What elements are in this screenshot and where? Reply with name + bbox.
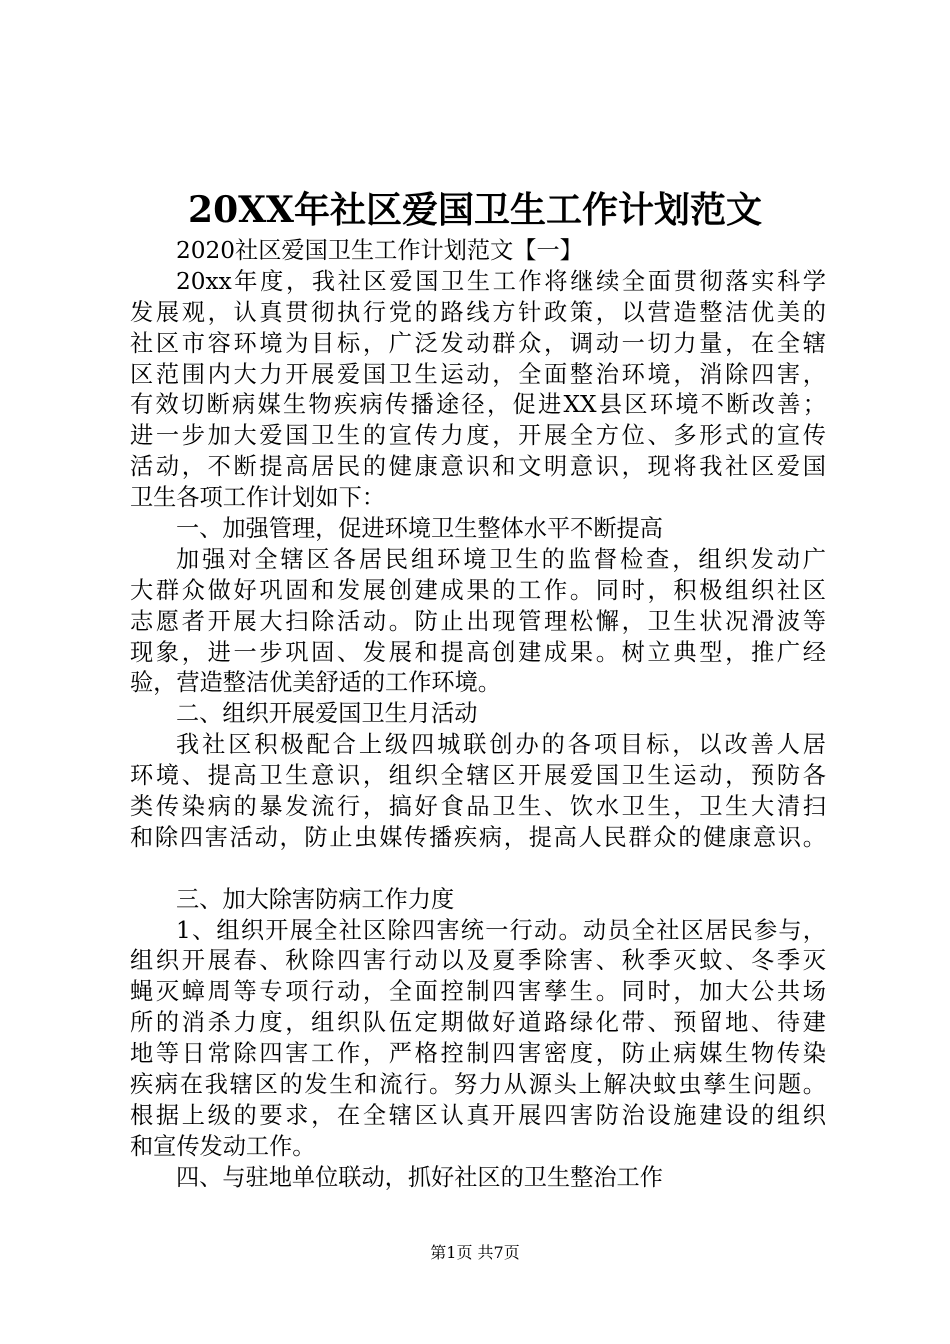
text-line: 环境、提高卫生意识，组织全辖区开展爱国卫生运动，预防各 xyxy=(130,762,826,790)
text-line: 社区市容环境为目标，广泛发动群众，调动一切力量，在全辖 xyxy=(130,329,826,357)
text-line: 所的消杀力度，组织队伍定期做好道路绿化带、预留地、待建 xyxy=(130,1009,826,1037)
document-title: 20XX年社区爱国卫生工作计划范文 xyxy=(188,189,762,231)
text-line: 现象，进一步巩固、发展和提高创建成果。树立典型，推广经 xyxy=(130,638,826,666)
section-heading: 三、加大除害防病工作力度 xyxy=(176,885,455,913)
section-heading: 四、与驻地单位联动，抓好社区的卫生整治工作 xyxy=(176,1163,663,1191)
text-line: 卫生各项工作计划如下： xyxy=(130,484,386,512)
text-line: 地等日常除四害工作，严格控制四害密度，防止病媒生物传染 xyxy=(130,1040,826,1068)
text-line: 20xx年度，我社区爱国卫生工作将继续全面贯彻落实科学 xyxy=(176,267,826,295)
text-line: 发展观，认真贯彻执行党的路线方针政策，以营造整洁优美的 xyxy=(130,298,826,326)
section-heading: 二、组织开展爱国卫生月活动 xyxy=(176,700,478,728)
text-line: 根据上级的要求，在全辖区认真开展四害防治设施建设的组织 xyxy=(130,1101,826,1129)
text-line: 验，营造整洁优美舒适的工作环境。 xyxy=(130,669,501,697)
text-line: 组织开展春、秋除四害行动以及夏季除害、秋季灭蚊、冬季灭 xyxy=(130,947,826,975)
text-line: 2020社区爱国卫生工作计划范文【一】 xyxy=(176,237,583,264)
text-line: 进一步加大爱国卫生的宣传力度，开展全方位、多形式的宣传 xyxy=(130,422,826,450)
blank-line xyxy=(130,854,826,885)
section-heading: 一、加强管理，促进环境卫生整体水平不断提高 xyxy=(176,515,663,543)
text-line: 区范围内大力开展爱国卫生运动，全面整治环境，消除四害， xyxy=(130,360,826,388)
text-line: 加强对全辖区各居民组环境卫生的监督检查，组织发动广 xyxy=(176,545,826,573)
text-line: 活动，不断提高居民的健康意识和文明意识，现将我社区爱国 xyxy=(130,453,826,481)
text-line: 有效切断病媒生物疾病传播途径，促进XX县区环境不断改善； xyxy=(130,391,826,419)
text-line: 志愿者开展大扫除活动。防止出现管理松懈，卫生状况滑波等 xyxy=(130,607,826,635)
page-number-footer: 第1页 共7页 xyxy=(430,1243,520,1262)
text-line: 类传染病的暴发流行，搞好食品卫生、饮水卫生，卫生大清扫 xyxy=(130,793,826,821)
text-line: 疾病在我辖区的发生和流行。努力从源头上解决蚊虫孳生问题。 xyxy=(130,1071,826,1099)
text-line: 和宣传发动工作。 xyxy=(130,1132,316,1160)
text-line: 和除四害活动，防止虫媒传播疾病，提高人民群众的健康意识。 xyxy=(130,823,826,851)
document-body xyxy=(130,236,826,1194)
text-line: 1、组织开展全社区除四害统一行动。动员全社区居民参与， xyxy=(176,916,826,944)
text-line: 大群众做好巩固和发展创建成果的工作。同时，积极组织社区 xyxy=(130,576,826,604)
text-line: 我社区积极配合上级四城联创办的各项目标，以改善人居 xyxy=(176,731,826,759)
text-line: 蝇灭蟑周等专项行动，全面控制四害孳生。同时，加大公共场 xyxy=(130,978,826,1006)
